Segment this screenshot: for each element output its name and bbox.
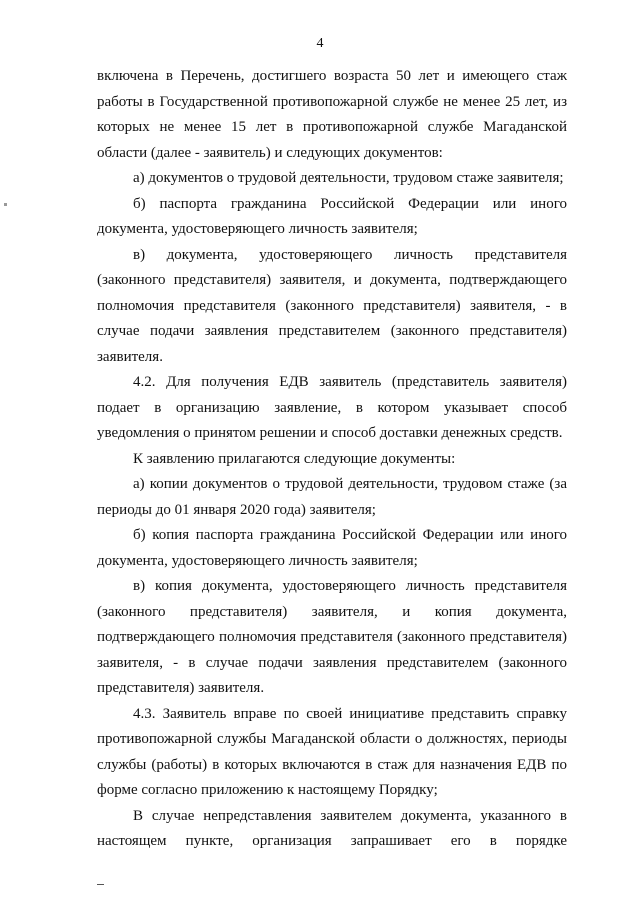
margin-mark: [4, 203, 7, 206]
paragraph-nonsubmission: В случае непредставления заявителем документа, указанного в настоящем пункте, организация запрашивает его в порядке: [97, 807, 567, 849]
paragraph-attachments-intro: К заявлению прилагаются следующие документы:: [133, 450, 456, 467]
paragraph-4-2: 4.2. Для получения ЕДВ заявитель (представитель заявителя) подает в организацию заявление, в котором указывает способ уведомления о принятом решении и способ доставки денежных средств.: [97, 374, 567, 441]
paragraph-continuation: включена в Перечень, достигшего возраста 50 лет и имеющего стаж работы в Государственной противопожарной службе не менее 25 лет, из которых не менее 15 лет в противопожарной службе Магаданской области (далее - заявитель) и следующих документов:: [97, 68, 567, 161]
paragraph-attachment-c: в) копия документа, удостоверяющего личность представителя (законного представителя) заявителя, и копия документа, подтверждающего полномочия представителя (законного представителя) заявителя, - в случае подачи заявления представителем (законного представителя) заявителя.: [97, 578, 567, 696]
paragraph-item-c: в) документа, удостоверяющего личность представителя (законного представителя) заявителя, и документа, подтверждающего полномочия представителя (законного представителя) заявителя, - в случае подачи заявления представителем (законного представителя) заявителя.: [97, 246, 567, 365]
footer-mark: [97, 884, 104, 885]
paragraph-4-3: 4.3. Заявитель вправе по своей инициативе представить справку противопожарной службы Магаданской области о должностях, периоды службы (работы) в которых включаются в стаж для назначения ЕДВ по форме согласно приложению к настоящему Порядку;: [97, 705, 567, 798]
paragraph-attachment-a: а) копии документов о трудовой деятельности, трудовом стаже (за периоды до 01 января 2020 года) заявителя;: [97, 476, 567, 518]
document-body: [97, 64, 567, 855]
paragraph-item-a: а) документов о трудовой деятельности, трудовом стаже заявителя;: [133, 170, 564, 186]
paragraph-attachment-b: б) копия паспорта гражданина Российской Федерации или иного документа, удостоверяющего личность заявителя;: [97, 527, 567, 569]
paragraph-item-b: б) паспорта гражданина Российской Федерации или иного документа, удостоверяющего личность заявителя;: [97, 195, 567, 237]
page-number: 4: [316, 36, 324, 51]
